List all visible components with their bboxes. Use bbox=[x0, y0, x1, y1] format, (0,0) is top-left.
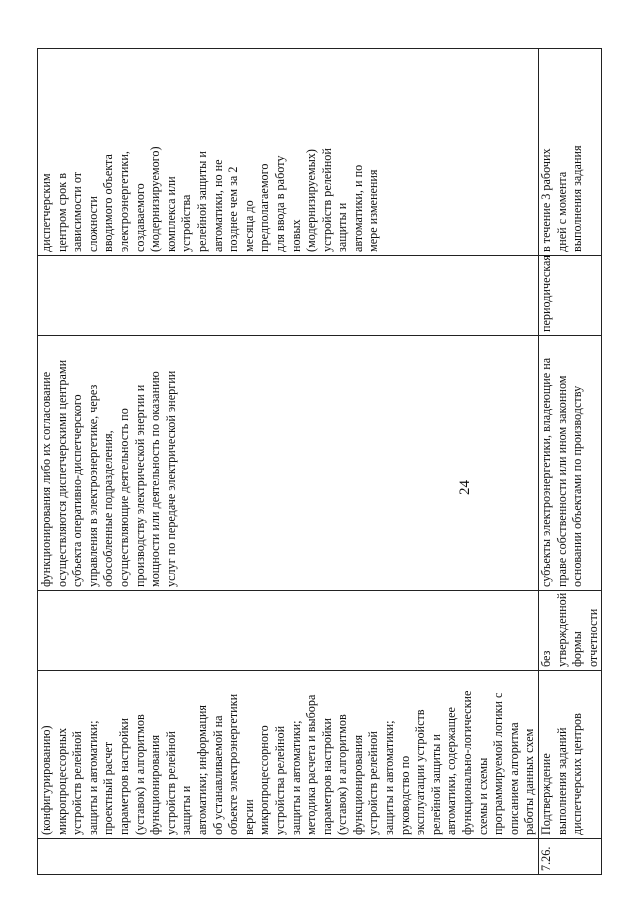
deadline-cell: диспетчерским центром срок в зависимости от сложности вводимого объекта электроэнергетики, создаваемого (модернизируемого) комплекса или устройства релейной защиты и автоматики, но не позднее чем за 2 месяца до предполагаемого для ввода в работу новых (модернизируемых) устройств релейной защиты и автоматики, и по мере изменения bbox=[38, 49, 539, 256]
table-row bbox=[38, 49, 539, 875]
periodicity-cell bbox=[38, 256, 539, 336]
page-number: 24 bbox=[457, 480, 473, 495]
rotated-page bbox=[37, 49, 617, 875]
report-form-cell bbox=[38, 591, 539, 671]
report-form-cell: без утвержденной формы отчетности bbox=[539, 591, 602, 671]
item-name-cell: Подтверждение выполнения заданий диспетчерских центров bbox=[539, 671, 602, 839]
requirements-table bbox=[37, 48, 602, 875]
row-number-cell: 7.26. bbox=[539, 839, 602, 875]
table-row bbox=[539, 49, 602, 875]
row-number-cell bbox=[38, 839, 539, 875]
deadline-cell: в течение 3 рабочих дней с момента выполнения задания bbox=[539, 49, 602, 256]
item-name-cell: (конфигурированию) микропроцессорных устройств релейной защиты и автоматики; проектный расчет параметров настройки (уставок) и алгоритмов функционирования устройств релейной защиты и автоматики; информация об устанавливаемой на объекте электроэнергетики версии микропроцессорного устройства релейной защиты и автоматики; методика расчета и выбора параметров настройки (уставок) и алгоритмов функционирования устройств релейной защиты и автоматики; руководство по эксплуатации устройств релейной защиты и автоматики, содержащее функционально-логические схемы и схемы программируемой логики с описанием алгоритма работы данных схем bbox=[38, 671, 539, 839]
subject-cell: субъекты электроэнергетики, владеющие на праве собственности или ином законном основании объектами по производству bbox=[539, 336, 602, 591]
subject-cell: функционирования либо их согласование осуществляются диспетчерскими центрами субъекта оперативно-диспетчерского управления в электроэнергетике, через обособленные подразделения, осуществляющие деятельность по производству электрической энергии и мощности или деятельность по оказанию услуг по передаче электрической энергии bbox=[38, 336, 539, 591]
periodicity-cell: периодическая bbox=[539, 256, 602, 336]
